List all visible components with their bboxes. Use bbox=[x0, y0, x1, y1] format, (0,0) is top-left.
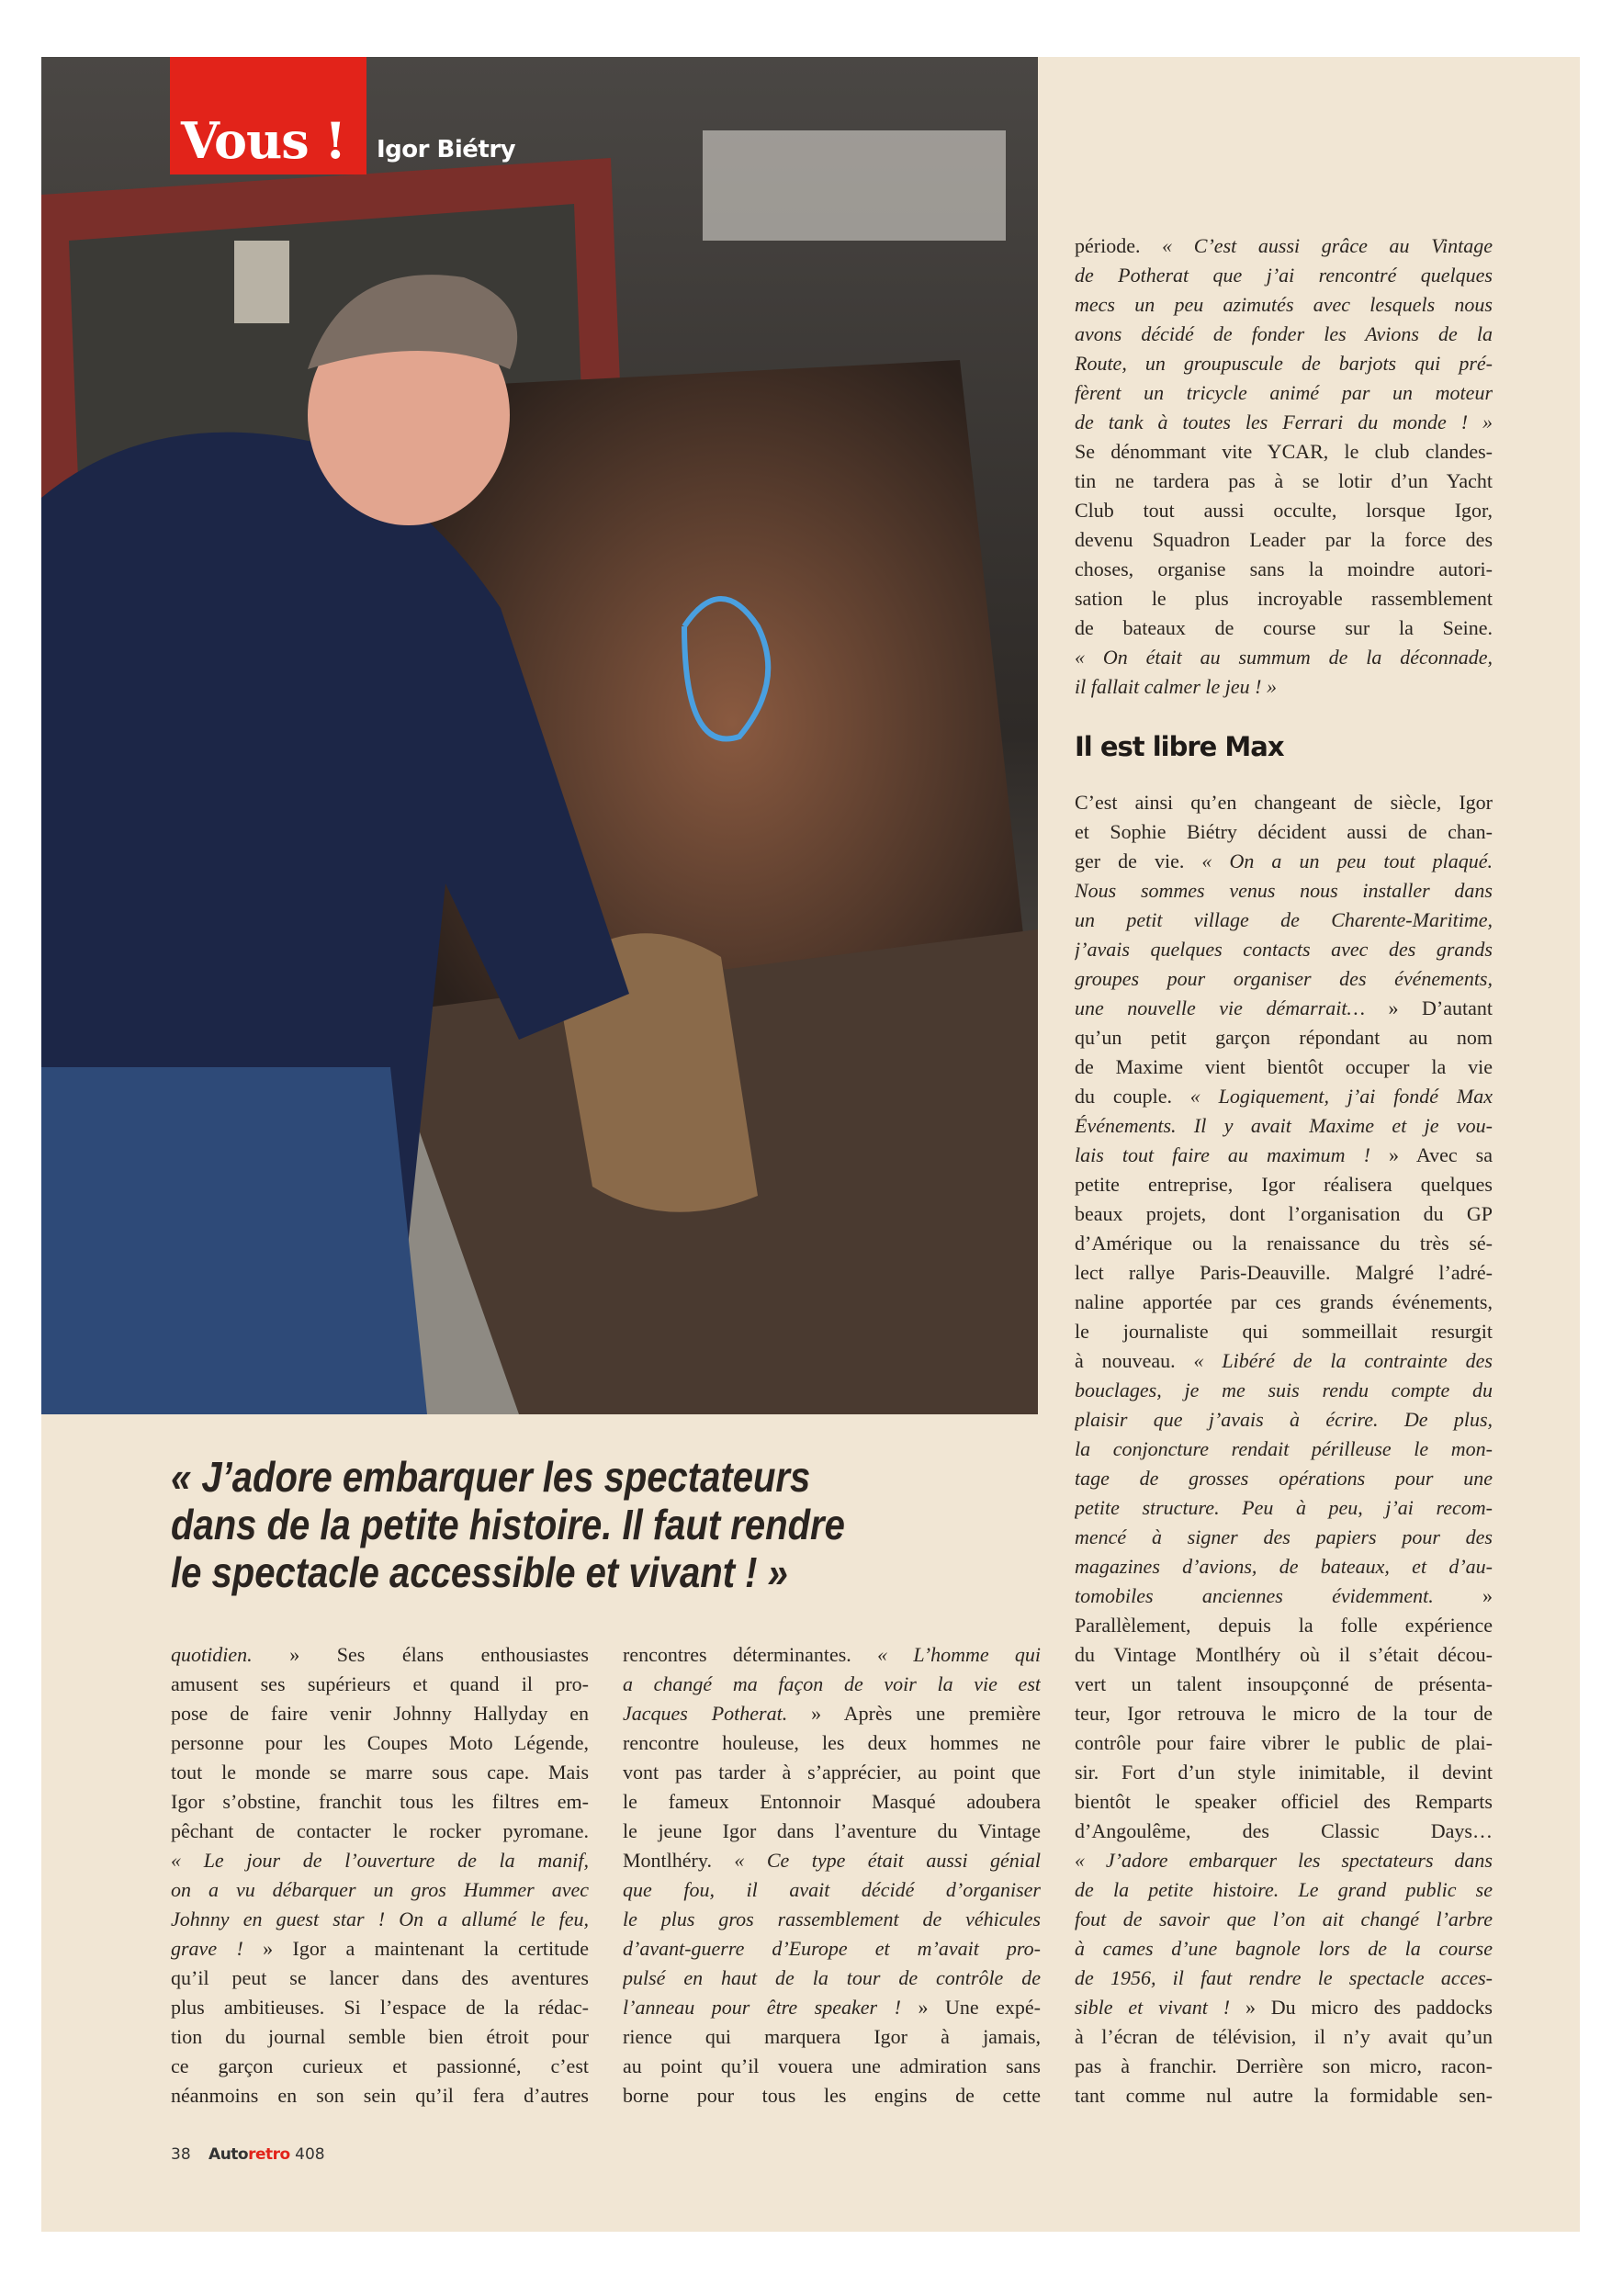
text-segment: Se dénommant vite YCAR, le club clandes- bbox=[1075, 440, 1493, 463]
text-line bbox=[1075, 1170, 1493, 1199]
text-segment: » Une expé- bbox=[918, 1996, 1041, 2019]
text-line bbox=[171, 1964, 589, 1993]
text-line bbox=[1075, 2022, 1493, 2052]
text-segment: » bbox=[1482, 1584, 1493, 1607]
text-line bbox=[1075, 1346, 1493, 1376]
text-segment: de bateaux de course sur la Seine. bbox=[1075, 616, 1493, 639]
issue-number: 408 bbox=[295, 2145, 325, 2164]
quote-segment: bouclages, je me suis rendu compte du bbox=[1075, 1379, 1493, 1401]
magazine-logo bbox=[209, 2145, 290, 2164]
quote-segment: le plus gros rassemblement de véhicules bbox=[623, 1908, 1041, 1930]
text-line bbox=[1075, 1964, 1493, 1993]
text-segment: le fameux Entonnoir Masqué adoubera bbox=[623, 1790, 1041, 1813]
text-segment: qu’un petit garçon répondant au nom bbox=[1075, 1026, 1493, 1049]
text-segment: au point qu’il vouera une admiration sans bbox=[623, 2054, 1041, 2077]
text-line bbox=[1075, 1023, 1493, 1052]
text-segment: » Igor a maintenant la certitude bbox=[263, 1937, 589, 1960]
quote-segment: « J’adore embarquer les spectateurs dans bbox=[1075, 1849, 1493, 1872]
section-tag bbox=[170, 57, 366, 174]
text-line bbox=[1075, 2081, 1493, 2110]
quote-segment: une nouvelle vie démarrait… bbox=[1075, 996, 1389, 1019]
text-line bbox=[1075, 964, 1493, 994]
quote-segment: j’avais quelques contacts avec des grands bbox=[1075, 938, 1493, 961]
text-segment: Igor s’obstine, franchit tous les filtres em- bbox=[171, 1790, 589, 1813]
text-line bbox=[1075, 496, 1493, 525]
text-line bbox=[1075, 1288, 1493, 1317]
text-line bbox=[171, 1934, 589, 1964]
text-segment: devenu Squadron Leader par la force des bbox=[1075, 528, 1493, 551]
page-footer bbox=[171, 2145, 325, 2164]
text-line bbox=[1075, 261, 1493, 290]
quote-segment: on a vu débarquer un gros Hummer avec bbox=[171, 1878, 589, 1901]
pull-quote-line: dans de la petite histoire. Il faut rendre bbox=[171, 1501, 845, 1548]
quote-segment: de tank à toutes les Ferrari du monde ! » bbox=[1075, 411, 1493, 433]
text-segment: choses, organise sans la moindre autori- bbox=[1075, 557, 1493, 580]
text-line bbox=[1075, 320, 1493, 349]
text-segment: période. bbox=[1075, 234, 1163, 257]
text-segment: amusent ses supérieurs et quand il pro- bbox=[171, 1672, 589, 1695]
text-segment: borne pour tous les engins de cette bbox=[623, 2084, 1041, 2107]
quote-segment: magazines d’avions, de bateaux, et d’au- bbox=[1075, 1555, 1493, 1578]
text-line bbox=[1075, 584, 1493, 613]
quote-segment: avons décidé de fonder les Avions de la bbox=[1075, 322, 1493, 345]
text-line bbox=[171, 1699, 589, 1728]
text-line bbox=[623, 1905, 1041, 1934]
text-line bbox=[623, 1993, 1041, 2022]
quote-segment: Nous sommes venus nous installer dans bbox=[1075, 879, 1493, 902]
text-line bbox=[1075, 672, 1493, 702]
quote-segment: « C’est aussi grâce au Vintage bbox=[1162, 234, 1493, 257]
text-line bbox=[1075, 1699, 1493, 1728]
text-segment: C’est ainsi qu’en changeant de siècle, Igor bbox=[1075, 791, 1493, 814]
text-line bbox=[1075, 1611, 1493, 1640]
text-segment: naline apportée par ces grands événements, bbox=[1075, 1290, 1493, 1313]
text-segment: Club tout aussi occulte, lorsque Igor, bbox=[1075, 499, 1493, 522]
quote-segment: mencé à signer des papiers pour des bbox=[1075, 1525, 1493, 1548]
text-segment: vont pas tarder à s’apprécier, au point que bbox=[623, 1761, 1041, 1784]
text-segment: d’Angoulême, des Classic Days… bbox=[1075, 1819, 1493, 1842]
quote-segment: Événements. Il y avait Maxime et je vou- bbox=[1075, 1114, 1493, 1137]
text-segment: Montlhéry. bbox=[623, 1849, 735, 1872]
text-line bbox=[1075, 1317, 1493, 1346]
text-segment: Parallèlement, depuis la folle expérience bbox=[1075, 1614, 1493, 1637]
quote-segment: petite structure. Peu à peu, j’ai recom- bbox=[1075, 1496, 1493, 1519]
quote-segment: sible et vivant ! bbox=[1075, 1996, 1245, 2019]
text-line bbox=[1075, 1082, 1493, 1111]
text-line bbox=[623, 1758, 1041, 1787]
quote-segment: quotidien. bbox=[171, 1643, 290, 1666]
text-segment: néanmoins en son sein qu’il fera d’autres bbox=[171, 2084, 589, 2107]
text-line bbox=[1075, 1846, 1493, 1875]
text-line bbox=[171, 1993, 589, 2022]
quote-segment: mecs un peu azimutés avec lesquels nous bbox=[1075, 293, 1493, 316]
quote-segment: de 1956, il faut rendre le spectacle acces- bbox=[1075, 1966, 1493, 1989]
text-segment: lect rallye Paris-Deauville. Malgré l’adré- bbox=[1075, 1261, 1493, 1284]
pull-quote-line: « J’adore embarquer les spectateurs bbox=[171, 1453, 811, 1501]
text-segment: contrôle pour faire vibrer le public de plai- bbox=[1075, 1731, 1493, 1754]
text-line bbox=[623, 1699, 1041, 1728]
text-segment: du Vintage Montlhéry où il s’était décou- bbox=[1075, 1643, 1493, 1666]
quote-segment: fout de savoir que l’on ait changé l’arbre bbox=[1075, 1908, 1493, 1930]
quote-segment: d’avant-guerre d’Europe et m’avait pro- bbox=[623, 1937, 1041, 1960]
article-photo bbox=[41, 57, 1038, 1414]
text-segment: du couple. bbox=[1075, 1085, 1190, 1108]
quote-segment: « On était au summum de la déconnade, bbox=[1075, 646, 1493, 669]
pull-quote-line: le spectacle accessible et vivant ! » bbox=[171, 1548, 788, 1596]
quote-segment: il fallait calmer le jeu ! » bbox=[1075, 675, 1277, 698]
text-line bbox=[1075, 876, 1493, 906]
quote-segment: plaisir que j’avais à écrire. De plus, bbox=[1075, 1408, 1493, 1431]
text-line bbox=[623, 2052, 1041, 2081]
text-segment: rencontre houleuse, les deux hommes ne bbox=[623, 1731, 1041, 1754]
text-line bbox=[1075, 1670, 1493, 1699]
text-segment: pose de faire venir Johnny Hallyday en bbox=[171, 1702, 589, 1725]
text-segment: rience qui marquera Igor à jamais, bbox=[623, 2025, 1041, 2048]
text-line bbox=[171, 1875, 589, 1905]
quote-segment: « On a un peu tout plaqué. bbox=[1201, 850, 1493, 872]
quote-segment: la conjoncture rendait périlleuse le mon- bbox=[1075, 1437, 1493, 1460]
text-line bbox=[623, 1640, 1041, 1670]
text-segment: plus ambitieuses. Si l’espace de la rédac- bbox=[171, 1996, 589, 2019]
quote-segment: tomobiles anciennes évidemment. bbox=[1075, 1584, 1482, 1607]
text-segment: vert un talent insoupçonné de présenta- bbox=[1075, 1672, 1493, 1695]
text-line bbox=[171, 1640, 589, 1670]
text-segment: » Du micro des paddocks bbox=[1245, 1996, 1493, 2019]
text-segment: pêchant de contacter le rocker pyromane. bbox=[171, 1819, 589, 1842]
text-line bbox=[1075, 1728, 1493, 1758]
text-segment: tin ne tardera pas à se lotir d’un Yacht bbox=[1075, 469, 1493, 492]
text-line bbox=[1075, 1435, 1493, 1464]
text-line bbox=[171, 2052, 589, 2081]
right-column-bottom bbox=[1075, 788, 1493, 2110]
text-line bbox=[1075, 1258, 1493, 1288]
quote-segment: a changé ma façon de voir la vie est bbox=[623, 1672, 1041, 1695]
byline: Igor Biétry bbox=[377, 136, 516, 163]
text-segment: sir. Fort d’un style inimitable, il devint bbox=[1075, 1761, 1493, 1784]
text-line bbox=[623, 1670, 1041, 1699]
text-line bbox=[1075, 555, 1493, 584]
quote-segment: tage de grosses opérations pour une bbox=[1075, 1467, 1493, 1490]
text-line bbox=[1075, 1141, 1493, 1170]
text-segment: le jeune Igor dans l’aventure du Vintage bbox=[623, 1819, 1041, 1842]
text-line bbox=[1075, 1405, 1493, 1435]
text-line bbox=[1075, 643, 1493, 672]
text-line bbox=[1075, 408, 1493, 437]
text-line bbox=[1075, 1787, 1493, 1817]
text-line bbox=[1075, 1934, 1493, 1964]
text-segment: d’Amérique ou la renaissance du très sé- bbox=[1075, 1232, 1493, 1255]
quote-segment: Johnny en guest star ! On a allumé le feu, bbox=[171, 1908, 589, 1930]
text-line bbox=[623, 2081, 1041, 2110]
text-line bbox=[1075, 290, 1493, 320]
text-line bbox=[171, 1787, 589, 1817]
text-line bbox=[1075, 378, 1493, 408]
text-line bbox=[171, 1905, 589, 1934]
pull-quote bbox=[171, 1453, 946, 1596]
text-line bbox=[1075, 2052, 1493, 2081]
text-segment: » Ses élans enthousiastes bbox=[289, 1643, 589, 1666]
text-segment: à nouveau. bbox=[1075, 1349, 1194, 1372]
text-line bbox=[1075, 1229, 1493, 1258]
text-line bbox=[1075, 1111, 1493, 1141]
body-column-1 bbox=[171, 1640, 589, 2110]
quote-segment: « Libéré de la contrainte des bbox=[1193, 1349, 1493, 1372]
quote-segment: de la petite histoire. Le grand public se bbox=[1075, 1878, 1493, 1901]
text-line bbox=[1075, 467, 1493, 496]
subheading: Il est libre Max bbox=[1075, 731, 1284, 762]
photo-man-with-vintage-car-engine-icon bbox=[41, 57, 1038, 1414]
text-line bbox=[1075, 1817, 1493, 1846]
text-line bbox=[1075, 1581, 1493, 1611]
quote-segment: Jacques Potherat. bbox=[623, 1702, 812, 1725]
text-line bbox=[1075, 1552, 1493, 1581]
text-line bbox=[1075, 1640, 1493, 1670]
text-segment: bientôt le speaker officiel des Remparts bbox=[1075, 1790, 1493, 1813]
text-line bbox=[171, 1728, 589, 1758]
page-number: 38 bbox=[171, 2145, 191, 2164]
text-line bbox=[1075, 525, 1493, 555]
text-line bbox=[1075, 1493, 1493, 1523]
text-segment: rencontres déterminantes. bbox=[623, 1643, 878, 1666]
text-line bbox=[1075, 1199, 1493, 1229]
text-line bbox=[171, 1846, 589, 1875]
text-line bbox=[623, 1875, 1041, 1905]
text-line bbox=[171, 2081, 589, 2110]
quote-segment: Route, un groupuscule de barjots qui pré- bbox=[1075, 352, 1493, 375]
text-line bbox=[1075, 906, 1493, 935]
text-line bbox=[171, 2022, 589, 2052]
text-line bbox=[623, 1787, 1041, 1817]
text-line bbox=[171, 1670, 589, 1699]
quote-segment: fèrent un tricycle animé par un moteur bbox=[1075, 381, 1493, 404]
text-segment: » Après une première bbox=[811, 1702, 1041, 1725]
text-line bbox=[1075, 231, 1493, 261]
text-line bbox=[1075, 1905, 1493, 1934]
text-line bbox=[1075, 1993, 1493, 2022]
quote-segment: que fou, il avait décidé d’organiser bbox=[623, 1878, 1041, 1901]
text-line bbox=[1075, 1523, 1493, 1552]
text-segment: personne pour les Coupes Moto Légende, bbox=[171, 1731, 589, 1754]
text-segment: petite entreprise, Igor réalisera quelques bbox=[1075, 1173, 1493, 1196]
text-line bbox=[623, 1964, 1041, 1993]
text-line bbox=[1075, 1464, 1493, 1493]
text-segment: de Maxime vient bientôt occuper la vie bbox=[1075, 1055, 1493, 1078]
text-line bbox=[1075, 817, 1493, 847]
text-line bbox=[623, 2022, 1041, 2052]
quote-segment: grave ! bbox=[171, 1937, 264, 1960]
text-line bbox=[623, 1817, 1041, 1846]
text-line bbox=[171, 1817, 589, 1846]
text-line bbox=[1075, 935, 1493, 964]
text-line bbox=[623, 1846, 1041, 1875]
logo-auto: Auto bbox=[209, 2145, 249, 2164]
quote-segment: lais tout faire au maximum ! bbox=[1075, 1143, 1389, 1166]
right-column-top bbox=[1075, 231, 1493, 702]
text-line bbox=[1075, 1052, 1493, 1082]
text-segment: le journaliste qui sommeillait resurgit bbox=[1075, 1320, 1493, 1343]
text-segment: qu’il peut se lancer dans des aventures bbox=[171, 1966, 589, 1989]
text-segment: sation le plus incroyable rassemblement bbox=[1075, 587, 1493, 610]
text-line bbox=[1075, 437, 1493, 467]
text-segment: beaux projets, dont l’organisation du GP bbox=[1075, 1202, 1493, 1225]
logo-retro: retro bbox=[248, 2145, 290, 2164]
text-segment: à l’écran de télévision, il n’y avait qu’un bbox=[1075, 2025, 1493, 2048]
text-segment: tion du journal semble bien étroit pour bbox=[171, 2025, 589, 2048]
text-segment: » Avec sa bbox=[1388, 1143, 1493, 1166]
text-segment: tout le monde se marre sous cape. Mais bbox=[171, 1761, 589, 1784]
text-line bbox=[1075, 1875, 1493, 1905]
quote-segment: un petit village de Charente-Maritime, bbox=[1075, 908, 1493, 931]
text-segment: pas à franchir. Derrière son micro, racon- bbox=[1075, 2054, 1493, 2077]
quote-segment: groupes pour organiser des événements, bbox=[1075, 967, 1493, 990]
quote-segment: « Ce type était aussi génial bbox=[734, 1849, 1041, 1872]
text-segment: et Sophie Biétry décident aussi de chan- bbox=[1075, 820, 1493, 843]
text-segment: tant comme nul autre la formidable sen- bbox=[1075, 2084, 1493, 2107]
body-column-2 bbox=[623, 1640, 1041, 2110]
text-line bbox=[1075, 1376, 1493, 1405]
text-segment: teur, Igor retrouva le micro de la tour de bbox=[1075, 1702, 1493, 1725]
section-tag-label: Vous ! bbox=[181, 111, 346, 170]
quote-segment: à cames d’une bagnole lors de la course bbox=[1075, 1937, 1493, 1960]
text-line bbox=[623, 1934, 1041, 1964]
text-line bbox=[1075, 994, 1493, 1023]
quote-segment: pulsé en haut de la tour de contrôle de bbox=[623, 1966, 1041, 1989]
text-line bbox=[1075, 349, 1493, 378]
quote-segment: « Logiquement, j’ai fondé Max bbox=[1189, 1085, 1493, 1108]
quote-segment: « L’homme qui bbox=[877, 1643, 1041, 1666]
quote-segment: de Potherat que j’ai rencontré quelques bbox=[1075, 264, 1493, 287]
text-line bbox=[1075, 1758, 1493, 1787]
text-segment: » D’autant bbox=[1388, 996, 1493, 1019]
text-line bbox=[1075, 847, 1493, 876]
text-line bbox=[623, 1728, 1041, 1758]
text-segment: ger de vie. bbox=[1075, 850, 1202, 872]
text-line bbox=[171, 1758, 589, 1787]
quote-segment: l’anneau pour être speaker ! bbox=[623, 1996, 919, 2019]
text-segment: ce garçon curieux et passionné, c’est bbox=[171, 2054, 589, 2077]
text-line bbox=[1075, 788, 1493, 817]
text-line bbox=[1075, 613, 1493, 643]
quote-segment: « Le jour de l’ouverture de la manif, bbox=[171, 1849, 589, 1872]
